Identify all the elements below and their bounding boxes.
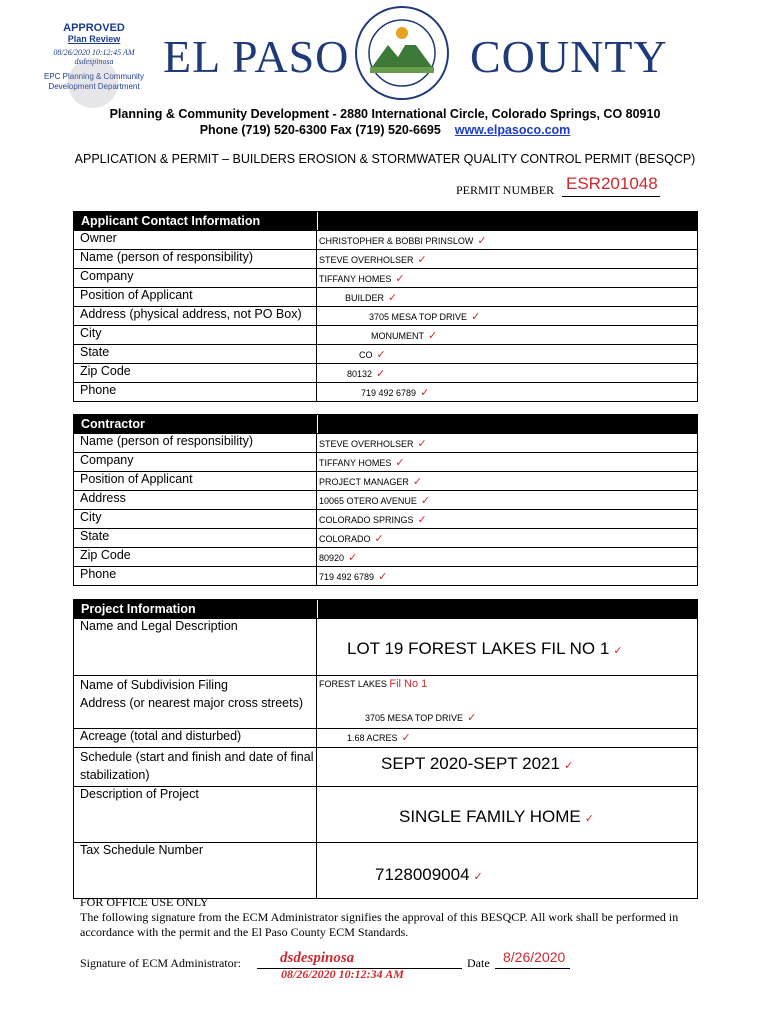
website-link[interactable]: www.elpasoco.com (454, 123, 571, 137)
stamp-dept: EPC Planning & Community Development Department (43, 72, 145, 91)
phone-field[interactable]: 719 492 6789 ✓ (361, 387, 430, 399)
county-seal-logo (354, 5, 450, 101)
contractor-company-field[interactable]: TIFFANY HOMES ✓ (319, 457, 405, 469)
acreage-field[interactable]: 1.68 ACRES ✓ (347, 732, 411, 744)
table-row: Name (person of responsibility) STEVE OVERHOLSER ✓ (74, 249, 697, 268)
applicant-section (73, 211, 698, 402)
table-row: State CO ✓ (74, 344, 697, 363)
table-row: State COLORADO ✓ (74, 528, 697, 547)
table-row: Schedule (start and finish and date of final stabilization) SEPT 2020-SEPT 2021 ✓ (74, 747, 697, 786)
stamp-reviewer: dsdespinosa (74, 57, 114, 66)
brand-el-paso: EL PASO (163, 31, 350, 82)
table-row: Position of Applicant PROJECT MANAGER ✓ (74, 471, 697, 490)
date-line (495, 968, 570, 969)
date-label: Date (467, 956, 490, 970)
signature-value[interactable]: dsdespinosa (280, 950, 355, 966)
description-field[interactable]: SINGLE FAMILY HOME ✓ (399, 807, 594, 826)
table-row: Owner CHRISTOPHER & BOBBI PRINSLOW ✓ (74, 230, 697, 249)
responsible-person-field[interactable]: STEVE OVERHOLSER ✓ (319, 254, 427, 266)
contractor-city-field[interactable]: COLORADO SPRINGS ✓ (319, 514, 427, 526)
zip-field[interactable]: 80132 ✓ (347, 368, 386, 380)
stamp-subtitle: Plan Review (67, 34, 121, 44)
contractor-state-field[interactable]: COLORADO ✓ (319, 533, 384, 545)
filing-address-field[interactable]: FOREST LAKES Fil No 1 3705 MESA TOP DRIVE ✓ (319, 678, 477, 724)
tax-schedule-field[interactable]: 7128009004 ✓ (375, 865, 483, 884)
project-header: Project Information (74, 600, 697, 618)
address-field[interactable]: 3705 MESA TOP DRIVE ✓ (369, 311, 481, 323)
table-row: City COLORADO SPRINGS ✓ (74, 509, 697, 528)
table-row: Tax Schedule Number 7128009004 ✓ (74, 842, 697, 898)
owner-field[interactable]: CHRISTOPHER & BOBBI PRINSLOW ✓ (319, 235, 487, 247)
stamp-status: APPROVED (63, 22, 125, 34)
position-field[interactable]: BUILDER ✓ (345, 292, 398, 304)
contractor-person-field[interactable]: STEVE OVERHOLSER ✓ (319, 438, 427, 450)
contractor-position-field[interactable]: PROJECT MANAGER ✓ (319, 476, 423, 488)
phone-fax: Phone (719) 520-6300 Fax (719) 520-6695 (199, 123, 441, 137)
table-row: Phone 719 492 6789 ✓ (74, 382, 697, 401)
stamp-timestamp: 08/26/2020 10:12:45 AM (53, 48, 135, 57)
project-section (73, 599, 698, 899)
table-row: Description of Project SINGLE FAMILY HOME ✓ (74, 786, 697, 842)
brand-county: COUNTY (470, 31, 668, 82)
approval-stamp (38, 22, 150, 92)
contractor-phone-field[interactable]: 719 492 6789 ✓ (319, 571, 388, 583)
approval-statement: The following signature from the ECM Administrator signifies the approval of this BESQCP. All work shall be performed in accordance with the permit and the El Paso County ECM Standards. (80, 910, 679, 939)
table-row: Name (person of responsibility) STEVE OVERHOLSER ✓ (74, 433, 697, 452)
permit-number-line (562, 196, 660, 197)
address-line: Planning & Community Development - 2880 International Circle, Colorado Springs, CO 80910 (109, 107, 661, 121)
signature-label: Signature of ECM Administrator: (80, 956, 241, 970)
table-row: Zip Code 80920 ✓ (74, 547, 697, 566)
schedule-field[interactable]: SEPT 2020-SEPT 2021 ✓ (381, 754, 574, 773)
table-row: Acreage (total and disturbed) 1.68 ACRES ✓ (74, 728, 697, 747)
table-row: Address (physical address, not PO Box) 3705 MESA TOP DRIVE ✓ (74, 306, 697, 325)
document-title: APPLICATION & PERMIT – BUILDERS EROSION & STORMWATER QUALITY CONTROL PERMIT (BESQCP) (74, 152, 696, 166)
table-row: Company TIFFANY HOMES ✓ (74, 452, 697, 471)
contractor-section (73, 414, 698, 586)
company-field[interactable]: TIFFANY HOMES ✓ (319, 273, 405, 285)
office-use-label: FOR OFFICE USE ONLY (80, 895, 209, 909)
legal-description-field[interactable]: LOT 19 FOREST LAKES FIL NO 1 ✓ (347, 639, 623, 658)
table-row: Company TIFFANY HOMES ✓ (74, 268, 697, 287)
table-row: Position of Applicant BUILDER ✓ (74, 287, 697, 306)
signature-timestamp: 08/26/2020 10:12:34 AM (281, 967, 404, 981)
table-row: Phone 719 492 6789 ✓ (74, 566, 697, 585)
date-value[interactable]: 8/26/2020 (503, 949, 566, 965)
contractor-address-field[interactable]: 10065 OTERO AVENUE ✓ (319, 495, 431, 507)
table-row: City MONUMENT ✓ (74, 325, 697, 344)
applicant-header: Applicant Contact Information (74, 212, 697, 230)
contractor-header: Contractor (74, 415, 697, 433)
city-field[interactable]: MONUMENT ✓ (371, 330, 438, 342)
phone-line (0, 123, 770, 137)
stamp-watermark (68, 58, 118, 108)
table-row: Address 10065 OTERO AVENUE ✓ (74, 490, 697, 509)
state-field[interactable]: CO ✓ (359, 349, 386, 361)
permit-number-value[interactable]: ESR201048 (566, 174, 658, 193)
table-row: Name of Subdivision Filing Address (or nearest major cross streets) FOREST LAKES Fil No 1 3705 MESA TOP DRIVE ✓ (74, 675, 697, 728)
permit-number-label: PERMIT NUMBER (456, 183, 555, 197)
table-row: Zip Code 80132 ✓ (74, 363, 697, 382)
contractor-zip-field[interactable]: 80920 ✓ (319, 552, 358, 564)
table-row: Name and Legal Description LOT 19 FOREST LAKES FIL NO 1 ✓ (74, 618, 697, 675)
